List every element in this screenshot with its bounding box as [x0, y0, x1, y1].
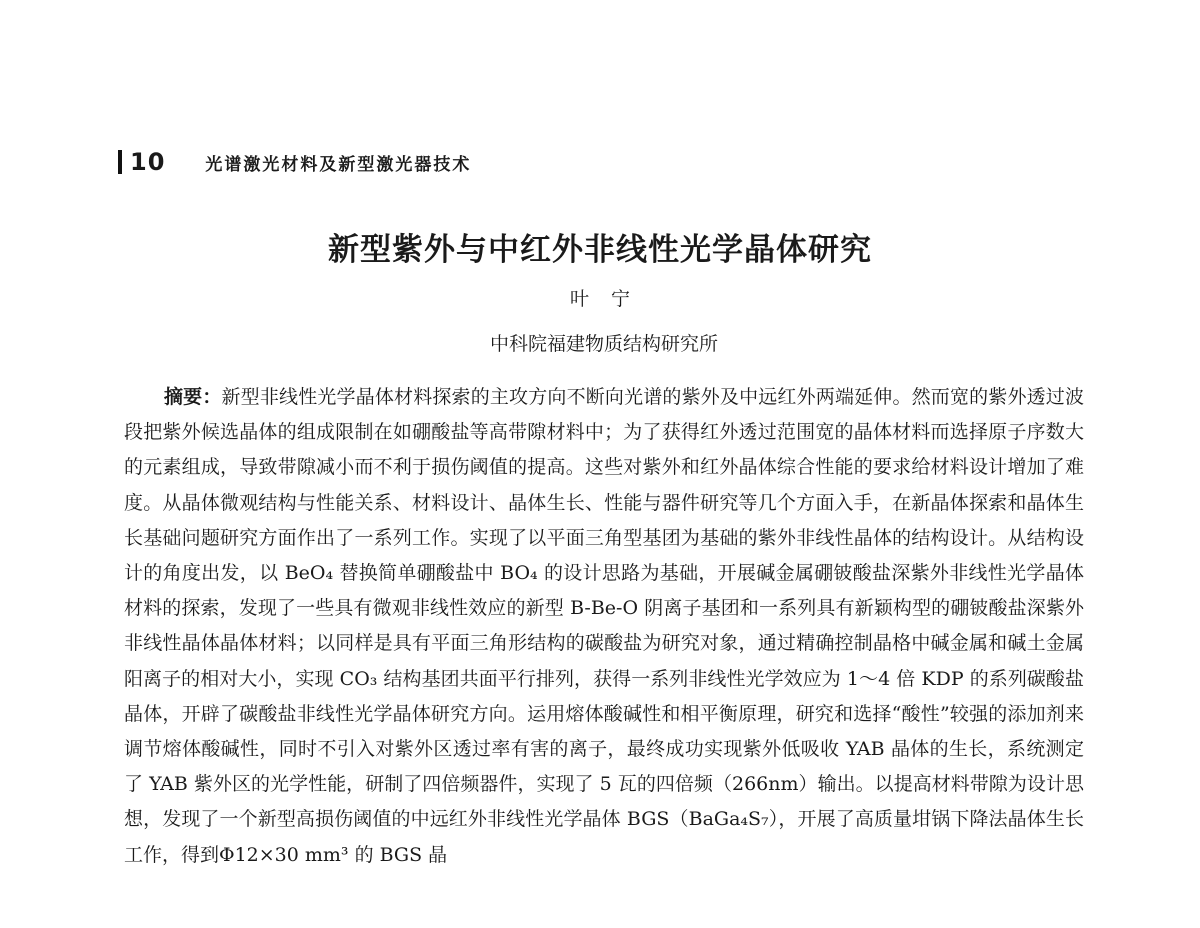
page-number: 10	[130, 148, 166, 176]
author-name: 叶宁	[569, 288, 652, 310]
running-header	[118, 146, 471, 178]
abstract-paragraph	[124, 380, 1084, 873]
paper-title: 新型紫外与中红外非线性光学晶体研究	[328, 232, 872, 268]
book-title: 光谱激光材料及新型激光器技术	[205, 154, 472, 175]
author-affiliation: 中科院福建物质结构研究所	[489, 333, 718, 355]
abstract-text: 新型非线性光学晶体材料探索的主攻方向不断向光谱的紫外及中远红外两端延伸。然而宽的紫外透过波段把紫外候选晶体的组成限制在如硼酸盐等高带隙材料中；为了获得红外透过范围宽的晶体材料而选择原子序数大的元素组成，导致带隙减小而不利于损伤阈值的提高。这些对紫外和红外晶体综合性能的要求给材料设计增加了难度。从晶体微观结构与性能关系、材料设计、晶体生长、性能与器件研究等几个方面入手，在新晶体探索和晶体生长基础问题研究方面作出了一系列工作。实现了以平面三角型基团为基础的紫外非线性晶体的结构设计。从结构设计的角度出发，以 BeO₄ 替换简单硼酸盐中 BO₄ 的设计思路为基础，开展碱金属硼铍酸盐深紫外非线性光学晶体材料的探索，发现了一些具有微观非线性效应的新型 B-Be-O 阴离子基团和一系列具有新颖构型的硼铍酸盐深紫外非线性晶体晶体材料；以同样是具有平面三角形结构的碳酸盐为研究对象，通过精确控制晶格中碱金属和碱土金属阳离子的相对大小，实现 CO₃ 结构基团共面平行排列，获得一系列非线性光学效应为 1～4 倍 KDP 的系列碳酸盐晶体，开辟了碳酸盐非线性光学晶体研究方向。运用熔体酸碱性和相平衡原理，研究和选择“酸性”较强的添加剂来调节熔体酸碱性，同时不引入对紫外区透过率有害的离子，最终成功实现紫外低吸收 YAB 晶体的生长，系统测定了 YAB 紫外区的光学性能，研制了四倍频器件，实现了 5 瓦的四倍频（266nm）输出。以提高材料带隙为设计思想，发现了一个新型高损伤阈值的中远红外非线性光学晶体 BGS（BaGa₄S₇），开展了高质量坩锅下降法晶体生长工作，得到Φ12×30 mm³ 的 BGS 晶	[124, 386, 1084, 866]
abstract-label: 摘要：	[164, 386, 222, 408]
page-number-bar	[118, 150, 122, 174]
